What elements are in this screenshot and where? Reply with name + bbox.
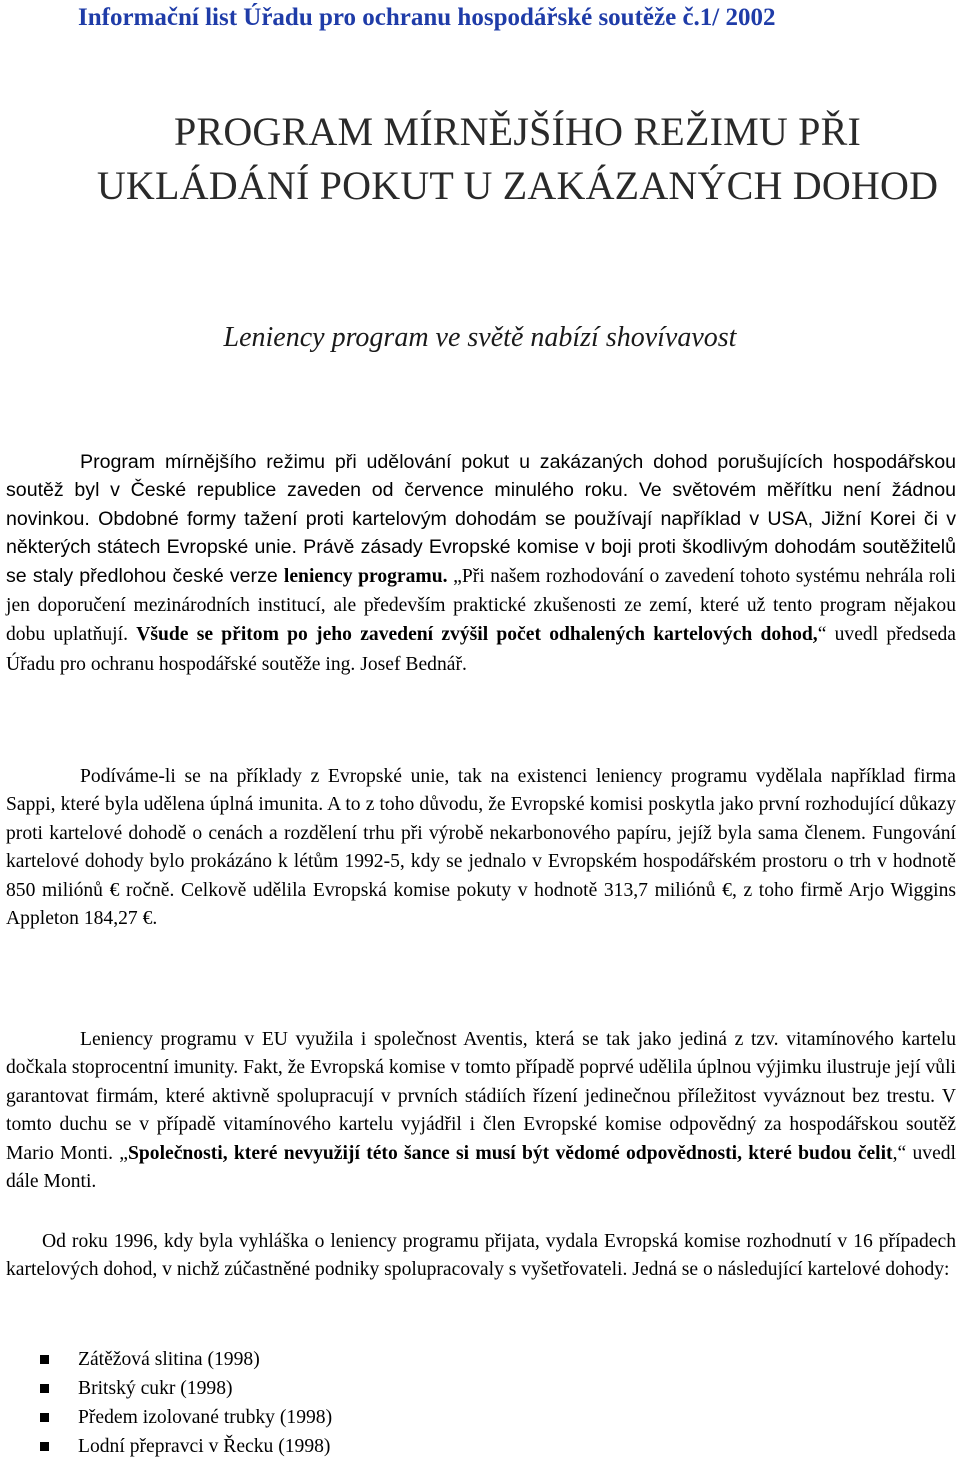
paragraph-2-text: Podíváme-li se na příklady z Evropské unie, tak na existenci leniency programu vydělala například firma Sappi, které byla udělena úplná imunita. A to z toho důvodu, že Evropské komisi poskytla jako první rozhodující důkazy proti kartelové dohodě o cenách a rozdělení trhu při výrobě nekarbonového papíru, jejíž byla sama členem. Fungování kartelové dohody bylo prokázáno k létům 1992-5, kdy se jednalo v Evropském hospodářském prostoru o trh v hodnotě 850 miliónů € ročně. Celkově udělila Evropská komise pokuty v hodnotě 313,7 miliónů €, z toho firmě Arjo Wiggins Appleton 184,27 €. bbox=[6, 766, 956, 930]
bullet-square-icon bbox=[40, 1442, 49, 1451]
title-line-2: UKLÁDÁNÍ POKUT U ZAKÁZANÝCH DOHOD bbox=[96, 163, 939, 208]
paragraph-1 bbox=[6, 448, 956, 679]
paragraph-3 bbox=[6, 1026, 956, 1196]
paragraph-3-text-a: Leniency programu v EU využila i společnost Aventis, která se tak jako jediná z tzv. vitamínového kartelu dočkala stoprocentní imunity. Fakt, že Evropská komise v tomto případě poprvé udělila úplnou výjimku ilustruje její vůli garantovat firmám, které aktivně spolupracují v prvních stádiích řízení jedinečnou příležitost vyváznout bez trestu. V tomto duchu se v případě vitamínového kartelu vyjádřil i člen Evropské komise odpovědný za hospodářskou soutěž Mario Monti. „ bbox=[6, 1029, 956, 1164]
paragraph-4-text: Od roku 1996, kdy byla vyhláška o leniency programu přijata, vydala Evropská komise rozhodnutí v 16 případech kartelových dohod, v nichž zúčastněné podniky spolupracovaly s vyšetřovateli. Jedná se o následující kartelové dohody: bbox=[6, 1231, 956, 1281]
title-line-1: PROGRAM MÍRNĚJŠÍHO REŽIMU PŘI bbox=[174, 109, 861, 154]
list-item-text: Britský cukr (1998) bbox=[78, 1378, 233, 1399]
list-item bbox=[40, 1345, 332, 1374]
bullet-square-icon bbox=[40, 1355, 49, 1364]
paragraph-1-text-c: “ uvedl předseda Úřadu pro ochranu hospodářské soutěže ing. Josef Bednář. bbox=[6, 624, 957, 675]
bullet-square-icon bbox=[40, 1413, 49, 1422]
document-header: Informační list Úřadu pro ochranu hospodářské soutěže č.1/ 2002 bbox=[78, 4, 776, 31]
paragraph-1-text-a: Program mírnějšího režimu při udělování pokut u zakázaných dohod porušujících hospodářskou soutěž byl v České republice zaveden od července minulého roku. Ve světovém měřítku není žádnou novinkou. Obdobné formy tažení proti kartelovým dohodám se používají například v USA, Jižní Korei či v některých státech Evropské unie. Právě zásady Evropské komise v boji proti škodlivým dohodám soutěžitelů se staly předlohou české verze bbox=[6, 451, 956, 587]
list-item-text: Zátěžová slitina (1998) bbox=[78, 1349, 260, 1370]
page-title bbox=[0, 105, 960, 213]
paragraph-3-bold: Společnosti, které nevyužijí této šance si musí být vědomé odpovědnosti, které budou čelit bbox=[127, 1142, 893, 1164]
paragraph-1-bold-b: Všude se přitom po jeho zavedení zvýšil počet odhalených kartelových dohod, bbox=[136, 624, 818, 646]
list-item bbox=[40, 1403, 332, 1432]
list-item bbox=[40, 1374, 332, 1403]
paragraph-1-bold-a: leniency programu. bbox=[283, 565, 448, 587]
paragraph-4 bbox=[6, 1228, 956, 1285]
paragraph-1-text-b: „Při našem rozhodování o zavedení tohoto systému nehrála roli jen doporučení mezinárodních institucí, ale především praktické zkušenosti ze zemí, které už tento program nějakou dobu uplatňují. bbox=[6, 565, 956, 646]
list-item-text: Předem izolované trubky (1998) bbox=[78, 1407, 333, 1428]
list-item-text: Lodní přepravci v Řecku (1998) bbox=[78, 1436, 331, 1457]
cartel-list bbox=[40, 1345, 332, 1461]
subtitle: Leniency program ve světě nabízí shovívavost bbox=[223, 322, 737, 353]
paragraph-3-text-b: ,“ uvedl dále Monti. bbox=[6, 1142, 957, 1193]
list-item bbox=[40, 1432, 332, 1461]
paragraph-2 bbox=[6, 763, 956, 933]
bullet-square-icon bbox=[40, 1384, 49, 1393]
